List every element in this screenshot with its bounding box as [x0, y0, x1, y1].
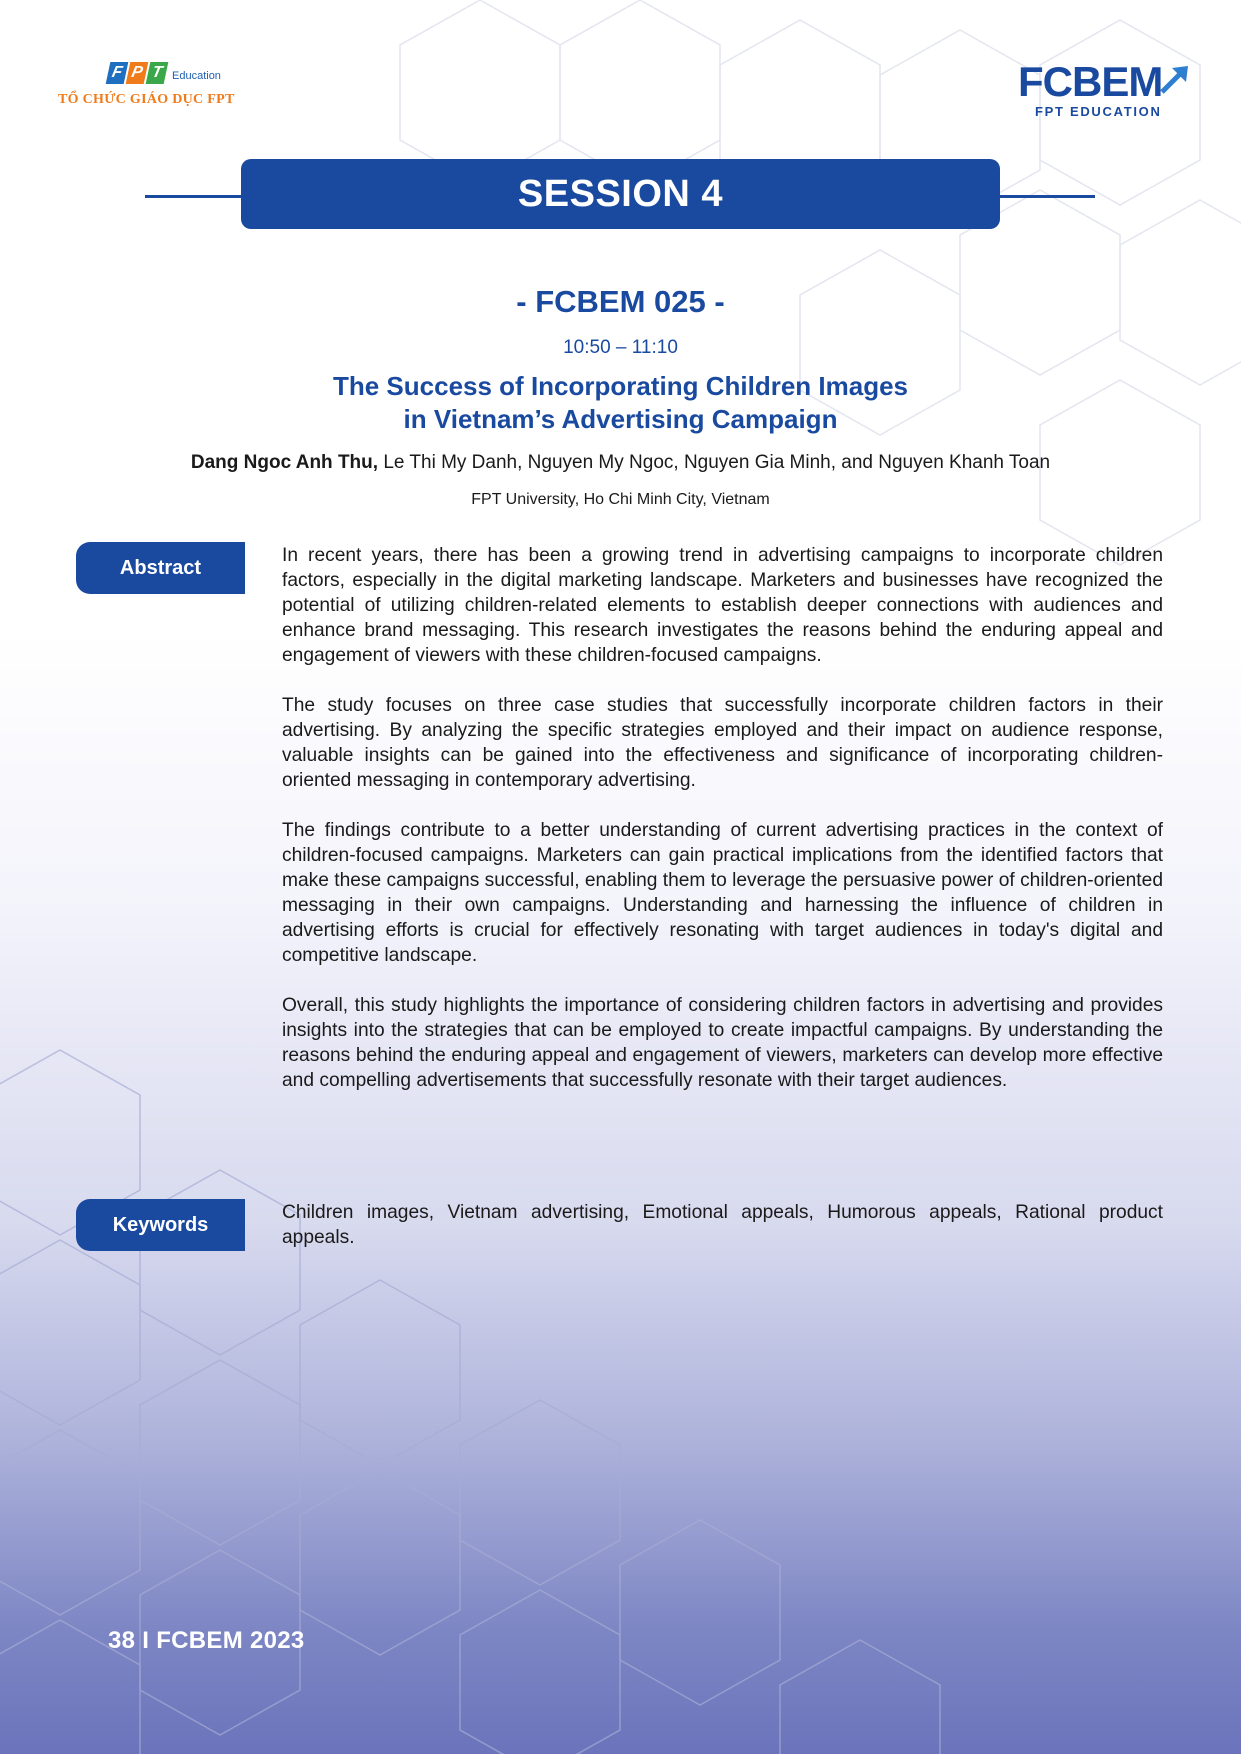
- paper-code: - FCBEM 025 -: [516, 284, 725, 319]
- paper-title-line-2: in Vietnam’s Advertising Campaign: [403, 404, 838, 434]
- session-divider-left: [145, 195, 245, 198]
- keywords-body: [282, 1200, 1163, 1275]
- keywords-label: Keywords: [112, 1213, 209, 1236]
- fpt-mark: [108, 62, 258, 84]
- fpt-letter-f: F: [106, 62, 129, 84]
- fpt-letter-t: T: [146, 62, 169, 84]
- paper-affiliation: FPT University, Ho Chi Minh City, Vietnam: [471, 491, 770, 508]
- page-footer: 38 I FCBEM 2023: [108, 1627, 305, 1654]
- session-label: SESSION 4: [517, 172, 724, 215]
- abstract-paragraph: In recent years, there has been a growing trend in advertising campaigns to incorporate children factors, especially in the digital marketing landscape. Marketers and businesses have recognized the potential of utilizing children-related elements to establish deeper connections with audiences and enhance brand messaging. This research investigates the reasons behind the enduring appeal and engagement of viewers with these children-focused campaigns.: [282, 545, 1163, 666]
- paper-title: [0, 370, 1241, 436]
- co-authors: Le Thi My Danh, Nguyen My Ngoc, Nguyen Gia Minh, and Nguyen Khanh Toan: [378, 452, 1051, 473]
- lead-author: Dang Ngoc Anh Thu,: [190, 452, 379, 473]
- abstract-label: Abstract: [119, 556, 202, 579]
- abstract-paragraph: The study focuses on three case studies that successfully incorporate children factors in their advertising. By analyzing the specific strategies employed and their impact on audience response, valuable insights can be gained into the effectiveness and significance of incorporating children-oriented messaging in contemporary advertising.: [282, 695, 1163, 791]
- fcbem-logo-subtitle: FPT EDUCATION: [1035, 104, 1162, 119]
- abstract-tag: [76, 542, 245, 594]
- fpt-education-label: Education: [172, 70, 221, 82]
- keywords-tag: [76, 1199, 245, 1251]
- abstract-paragraph: Overall, this study highlights the importance of considering children factors in advertising and provides insights into the strategies that can be employed to create impactful campaigns. By understanding the reasons behind the enduring appeal and engagement of viewers, marketers can develop more effective and compelling advertisements that successfully resonate with their target audiences.: [282, 995, 1163, 1091]
- session-divider-right: [995, 195, 1095, 198]
- abstract-paragraph: The findings contribute to a better understanding of current advertising practices in the context of children-focused campaigns. Marketers can gain practical implications from the identified factors that make these campaigns successful, enabling them to leverage the persuasive power of children-oriented messaging in their own campaigns. Understanding and harnessing the influence of children in advertising efforts is crucial for effectively resonating with target audiences in today's digital and competitive landscape.: [282, 820, 1163, 966]
- paper-title-line-1: The Success of Incorporating Children Images: [332, 371, 908, 401]
- fpt-letter-p: P: [126, 62, 149, 84]
- fpt-organization-name: TỔ CHỨC GIÁO DỤC FPT: [58, 92, 235, 107]
- keywords-text: Children images, Vietnam advertising, Emotional appeals, Humorous appeals, Rational product appeals.: [282, 1202, 1163, 1248]
- fcbem-logo-word: FCBEM: [1018, 58, 1163, 105]
- arrow-up-icon: [1158, 62, 1194, 98]
- paper-authors: [0, 452, 1241, 474]
- fpt-education-logo: [58, 62, 258, 124]
- paper-time: 10:50 – 11:10: [563, 337, 678, 358]
- fcbem-logo: [1018, 58, 1188, 128]
- session-banner: [241, 159, 1000, 229]
- abstract-body: [282, 543, 1163, 1118]
